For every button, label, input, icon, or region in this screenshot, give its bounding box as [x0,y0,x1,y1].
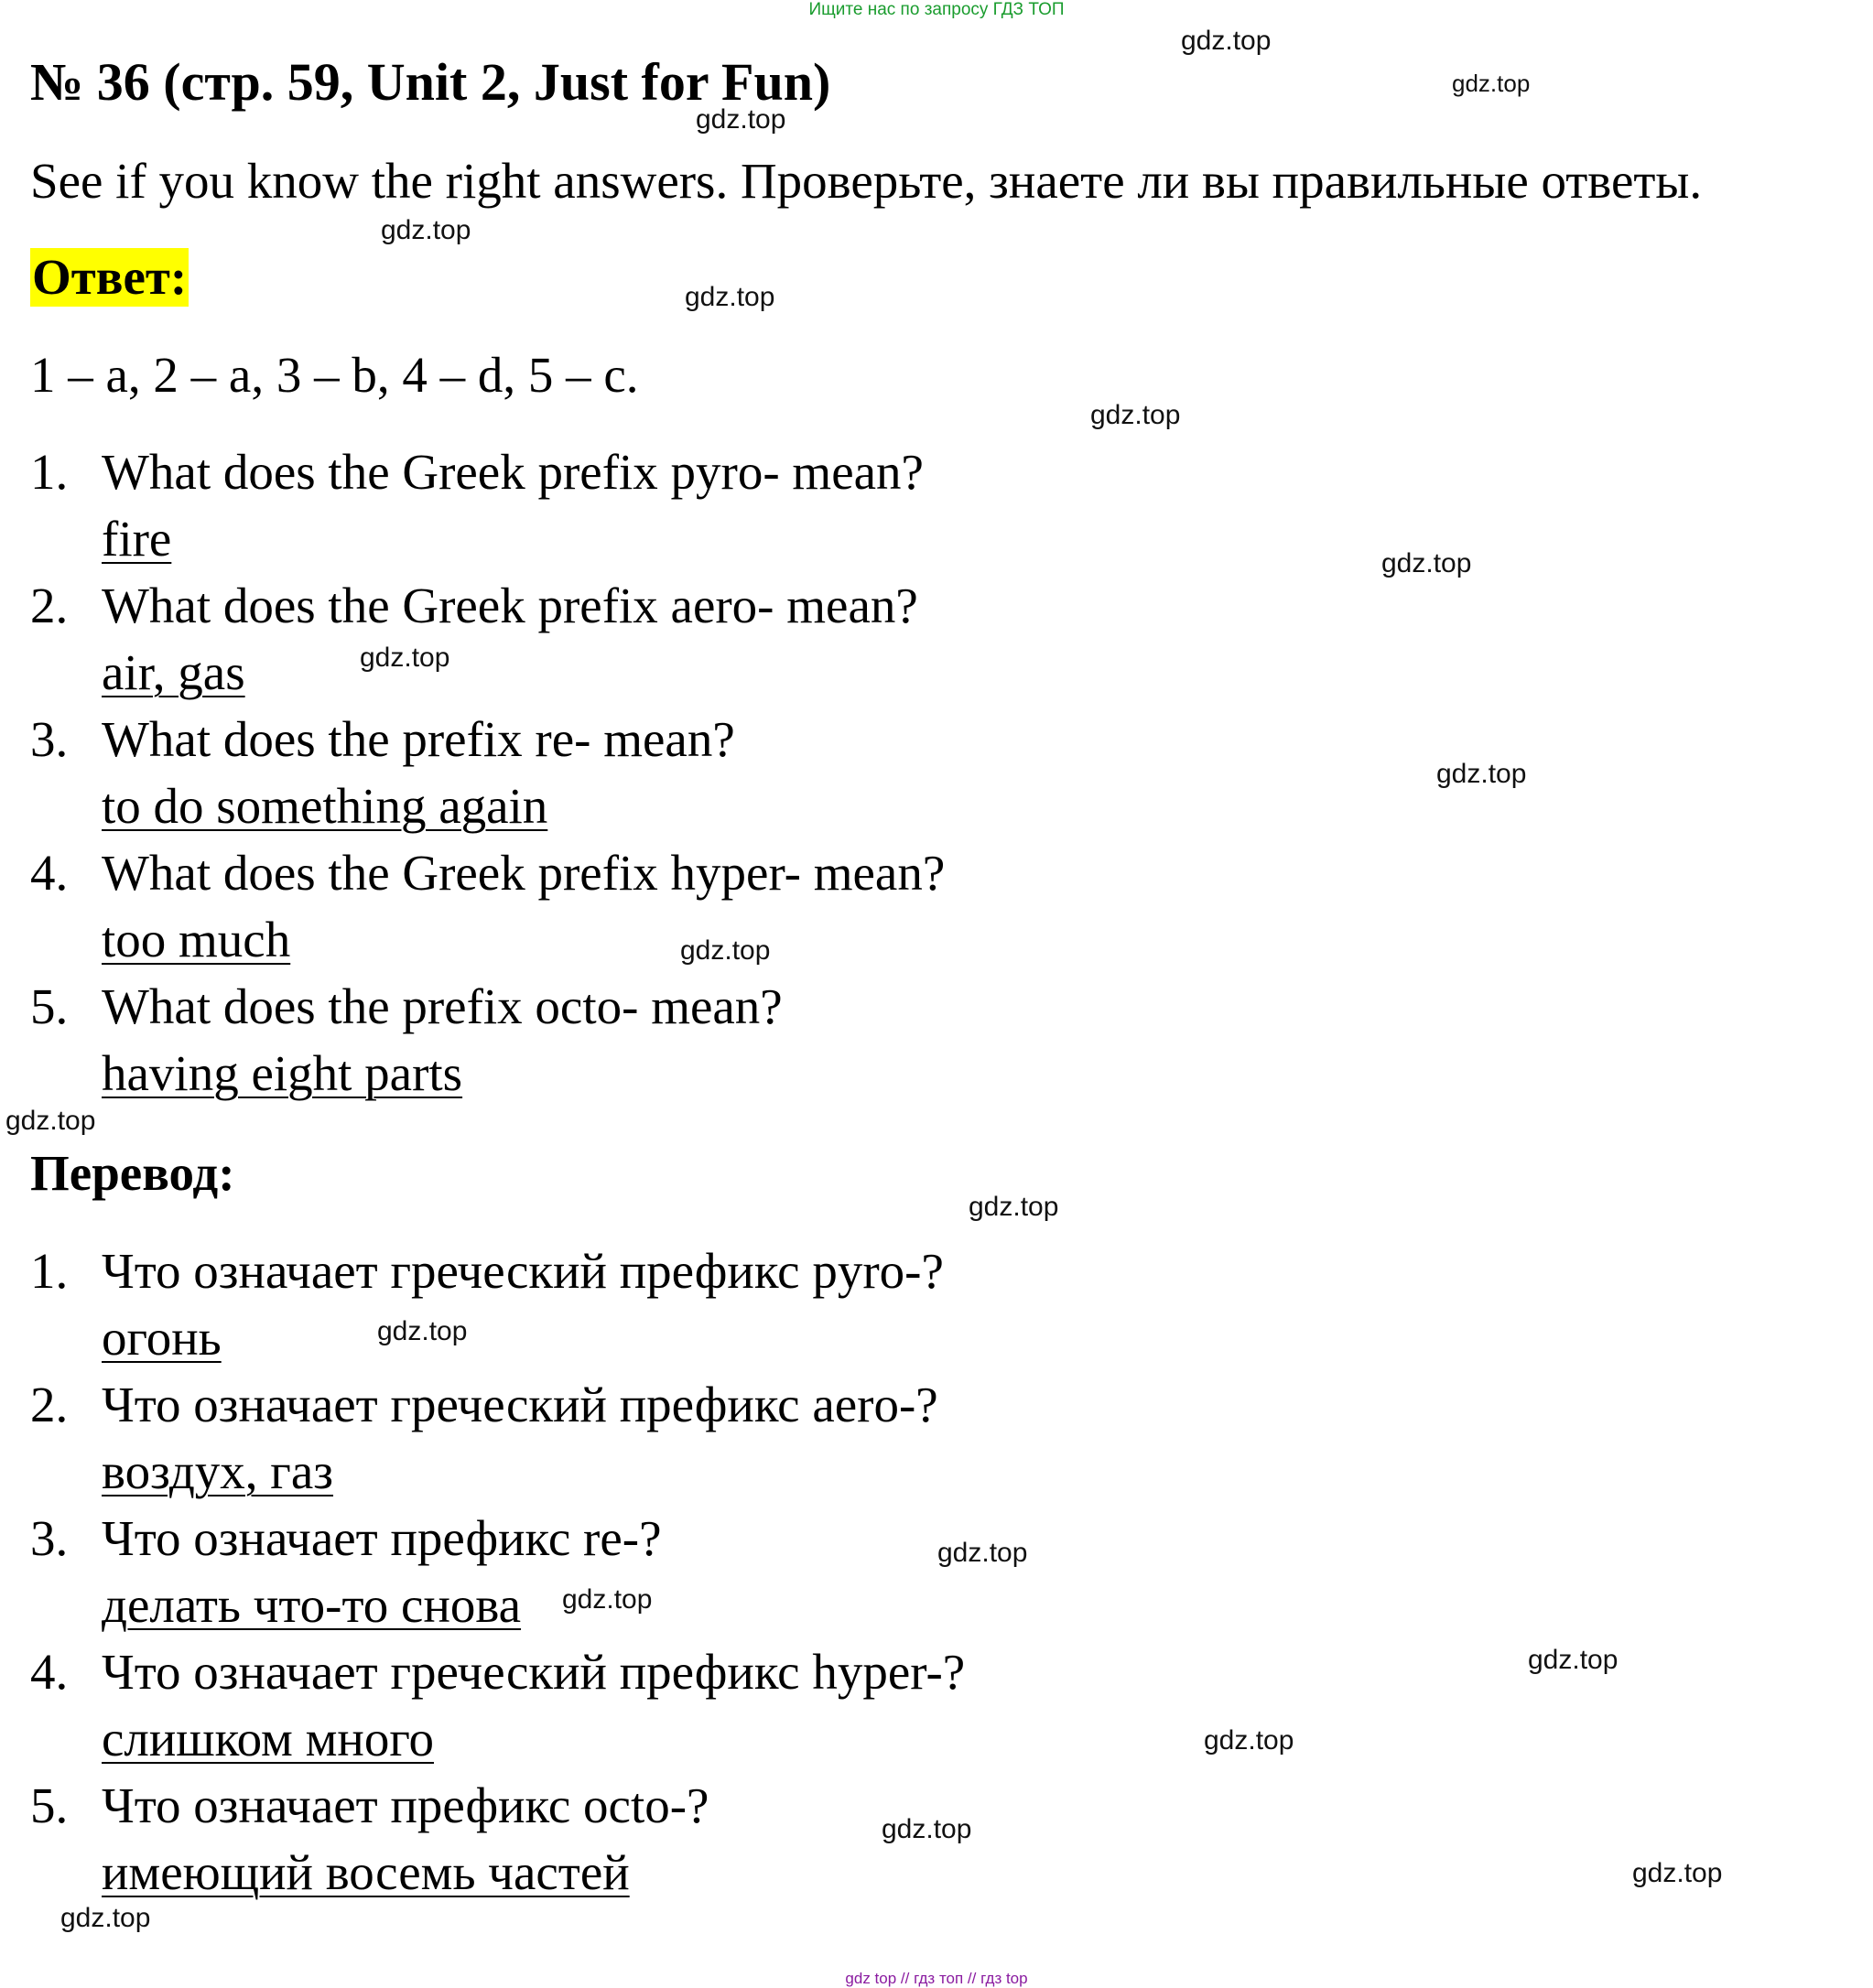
answer-text: fire [102,511,172,567]
answer-text: делать что-то снова [102,1577,522,1633]
watermark: gdz.top [1090,400,1181,430]
answer-text: огонь [102,1310,222,1366]
watermark: gdz.top [377,1316,468,1346]
item-number: 3. [30,1510,69,1566]
watermark: gdz.top [381,215,471,245]
watermark: gdz.top [1204,1725,1294,1756]
question-text: Что означает греческий префикс aero-? [102,1377,938,1432]
item-number: 2. [30,1377,69,1432]
question-text: What does the Greek prefix pyro- mean? [102,444,924,500]
watermark: gdz.top [562,1584,653,1615]
list-item [30,978,1403,1111]
answer-text: воздух, газ [102,1443,334,1499]
question-text: Что означает греческий префикс hyper-? [102,1644,966,1700]
answer-text: too much [102,912,291,967]
item-number: 1. [30,1243,69,1299]
list-item [30,1242,1403,1376]
watermark: gdz.top [696,104,786,135]
question-text: What does the Greek prefix hyper- mean? [102,845,946,901]
list-item [30,443,1403,577]
task-instruction: See if you know the right answers. Проверьте, знаете ли вы правильные ответы. [30,153,1703,209]
watermark: gdz.top [5,1106,96,1136]
list-item [30,577,1403,710]
item-number: 5. [30,978,69,1034]
item-number: 5. [30,1777,69,1833]
watermark: gdz.top [60,1903,151,1933]
translations-list [30,1242,1403,1910]
footer-note: gdz top // гдз топ // гдз top [845,1970,1028,1987]
list-item [30,1509,1403,1643]
watermark: gdz.top [685,282,775,312]
watermark: gdz.top [1528,1645,1619,1675]
list-item [30,710,1403,844]
answer-text: having eight parts [102,1045,463,1101]
watermark: gdz.top [969,1192,1059,1222]
list-item [30,1376,1403,1509]
watermark: gdz.top [1632,1858,1723,1888]
answer-text: air, gas [102,644,245,700]
watermark: gdz.top [1381,548,1472,578]
watermark: gdz.top [882,1814,972,1844]
item-number: 4. [30,845,69,901]
item-number: 3. [30,711,69,767]
watermark: gdz.top [1181,26,1272,56]
list-item [30,1777,1403,1910]
question-text: What does the prefix octo- mean? [102,978,783,1034]
list-item [30,1643,1403,1777]
answer-text: имеющий восемь частей [102,1844,630,1900]
top-banner: Ищите нас по запросу ГДЗ ТОП [808,0,1065,19]
question-text: What does the Greek prefix aero- mean? [102,578,918,633]
question-text: What does the prefix re- mean? [102,711,735,767]
questions-list [30,443,1403,1111]
question-text: Что означает греческий префикс pyro-? [102,1243,944,1299]
watermark: gdz.top [1452,70,1531,97]
question-text: Что означает префикс octo-? [102,1777,709,1833]
item-number: 2. [30,578,69,633]
watermark: gdz.top [937,1538,1028,1568]
watermark: gdz.top [680,935,771,966]
answer-text: to do something again [102,778,548,834]
answer-label: Ответ: [32,249,188,305]
answers-line: 1 – a, 2 – a, 3 – b, 4 – d, 5 – c. [30,347,639,403]
answer-text: слишком много [102,1711,435,1767]
item-number: 1. [30,444,69,500]
translation-heading: Перевод: [30,1145,235,1201]
question-text: Что означает префикс re-? [102,1510,662,1566]
watermark: gdz.top [1436,759,1527,789]
page-title: № 36 (стр. 59, Unit 2, Just for Fun) [30,52,831,112]
watermark: gdz.top [360,643,450,673]
item-number: 4. [30,1644,69,1700]
